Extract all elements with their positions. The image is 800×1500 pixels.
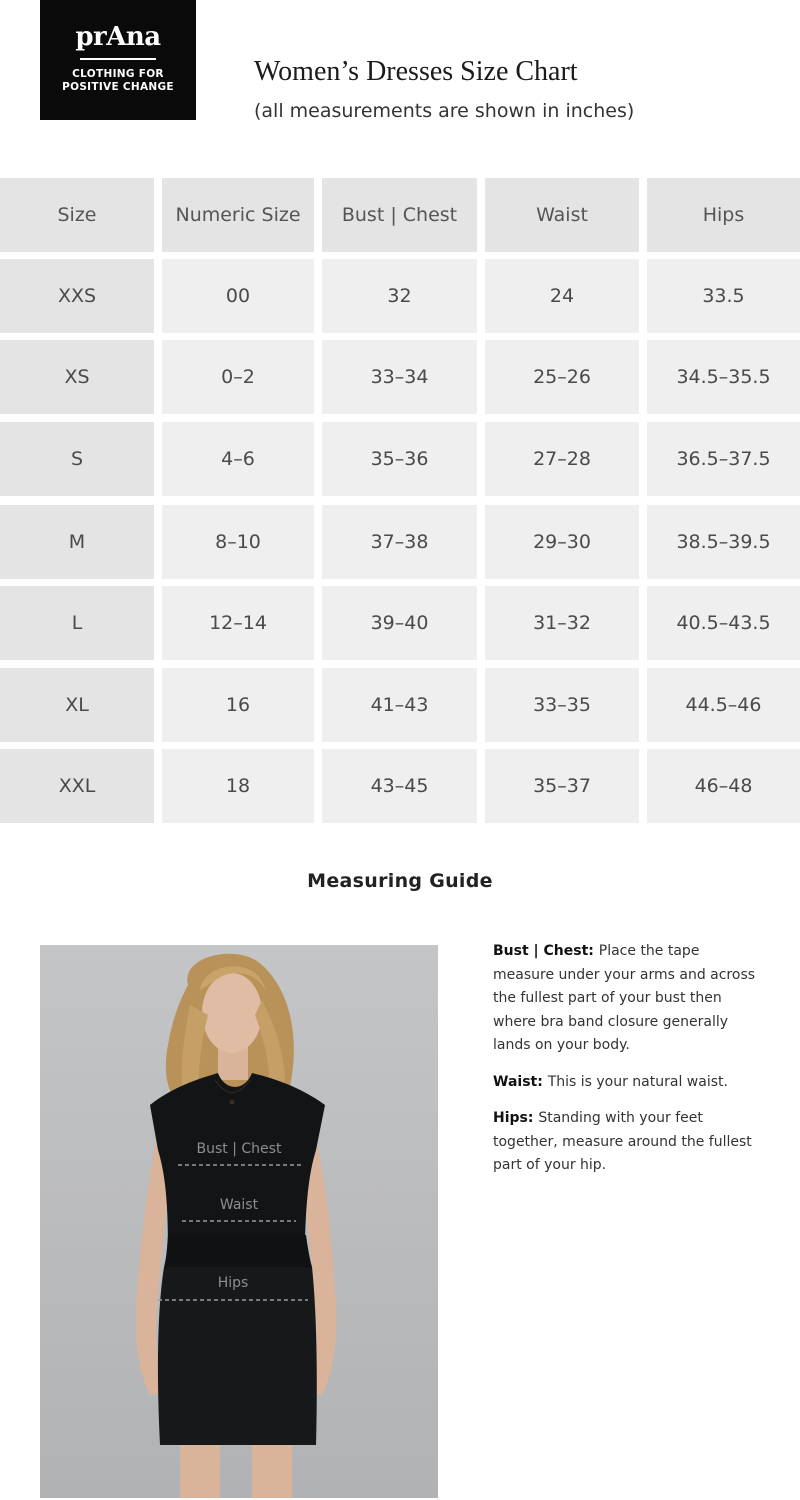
waist-cell: 31–32	[485, 586, 639, 660]
bust-description: Place the tape measure under your arms and across the fullest part of your bust then where bra band closure generally lands on your body.	[493, 943, 756, 1053]
numeric-size-cell: 18	[162, 749, 314, 823]
hips-description: Standing with your feet together, measure around the fullest part of your hip.	[493, 1110, 752, 1173]
measuring-instructions	[493, 940, 758, 1191]
hips-cell: 46–48	[647, 749, 800, 823]
column-header-size: Size	[0, 178, 154, 252]
hips-term: Hips:	[493, 1110, 539, 1126]
bust-instruction	[493, 940, 758, 1058]
waist-cell: 35–37	[485, 749, 639, 823]
column-header-hips: Hips	[647, 178, 800, 252]
bust-cell: 32	[322, 259, 477, 333]
brand-tagline-line1: CLOTHING FOR	[72, 68, 164, 80]
waist-cell: 33–35	[485, 668, 639, 742]
hips-instruction	[493, 1107, 758, 1178]
table-row	[0, 668, 800, 742]
hips-cell: 44.5–46	[647, 668, 800, 742]
numeric-size-cell: 16	[162, 668, 314, 742]
waist-instruction	[493, 1071, 758, 1095]
numeric-size-cell: 0–2	[162, 340, 314, 414]
column-header-waist: Waist	[485, 178, 639, 252]
waist-label: Waist	[219, 1197, 259, 1213]
measuring-guide-title: Measuring Guide	[307, 870, 493, 892]
hips-cell: 40.5–43.5	[647, 586, 800, 660]
brand-tagline-line2: POSITIVE CHANGE	[62, 81, 174, 93]
brand-logo	[40, 0, 196, 120]
size-cell: M	[0, 505, 154, 579]
column-header-bust-chest: Bust | Chest	[322, 178, 477, 252]
bust-cell: 39–40	[322, 586, 477, 660]
table-header-row	[0, 178, 800, 252]
waist-description: This is your natural waist.	[547, 1073, 728, 1090]
column-header-numeric-size: Numeric Size	[162, 178, 314, 252]
waist-term: Waist:	[493, 1073, 548, 1090]
waist-cell: 29–30	[485, 505, 639, 579]
page-title: Women’s Dresses Size Chart	[254, 56, 578, 87]
numeric-size-cell: 00	[162, 259, 314, 333]
hips-label: Hips	[217, 1275, 249, 1291]
bust-cell: 41–43	[322, 668, 477, 742]
numeric-size-cell: 12–14	[162, 586, 314, 660]
waist-cell: 27–28	[485, 422, 639, 496]
brand-name: prAna	[75, 22, 161, 52]
bust-cell: 33–34	[322, 340, 477, 414]
table-row	[0, 422, 800, 496]
table-row	[0, 259, 800, 333]
size-cell: XS	[0, 340, 154, 414]
hips-cell: 38.5–39.5	[647, 505, 800, 579]
size-cell: L	[0, 586, 154, 660]
bust-chest-label: Bust | Chest	[196, 1141, 282, 1157]
model-illustration	[40, 945, 438, 1498]
page-subtitle: (all measurements are shown in inches)	[254, 100, 635, 122]
waist-cell: 24	[485, 259, 639, 333]
numeric-size-cell: 4–6	[162, 422, 314, 496]
bust-cell: 35–36	[322, 422, 477, 496]
numeric-size-cell: 8–10	[162, 505, 314, 579]
table-row	[0, 505, 800, 579]
bust-cell: 43–45	[322, 749, 477, 823]
waist-cell: 25–26	[485, 340, 639, 414]
table-row	[0, 749, 800, 823]
hips-cell: 36.5–37.5	[647, 422, 800, 496]
size-cell: XXL	[0, 749, 154, 823]
bust-term: Bust | Chest:	[493, 943, 599, 959]
size-cell: S	[0, 422, 154, 496]
size-cell: XXS	[0, 259, 154, 333]
table-row	[0, 586, 800, 660]
hips-cell: 33.5	[647, 259, 800, 333]
model-photo	[40, 945, 438, 1498]
table-row	[0, 340, 800, 414]
hips-cell: 34.5–35.5	[647, 340, 800, 414]
bust-cell: 37–38	[322, 505, 477, 579]
logo-divider	[80, 58, 156, 60]
size-cell: XL	[0, 668, 154, 742]
